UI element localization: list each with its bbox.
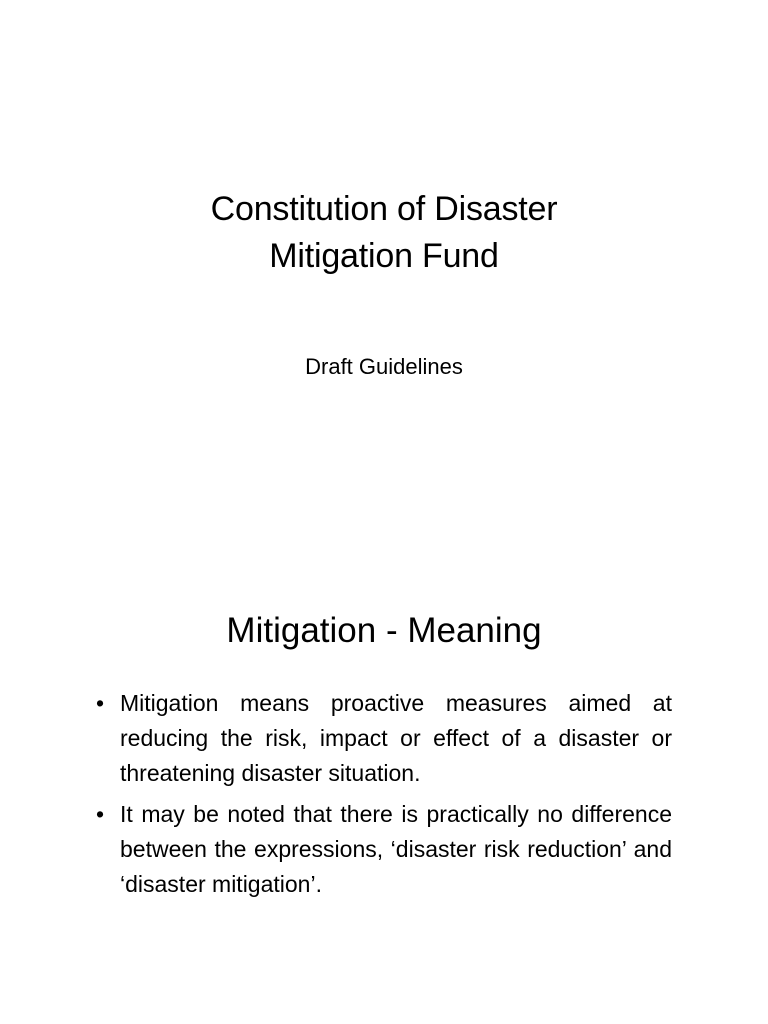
slide-2-title: Mitigation - Meaning — [226, 611, 542, 650]
bullet-item — [96, 686, 672, 791]
bullet-list — [96, 686, 672, 908]
slide-2 — [0, 512, 768, 1024]
bullet-dot-icon: • — [96, 801, 105, 827]
slide-1-subtitle: Draft Guidelines — [305, 354, 463, 379]
bullet-item — [96, 797, 672, 902]
bullet-text: Mitigation means proactive measures aimed at reducing the risk, impact or effect of a disaster or threatening disaster situation. — [120, 690, 672, 786]
slide-1-title-line-2: Mitigation Fund — [269, 237, 499, 275]
slide-1-title-line-1: Constitution of Disaster — [210, 190, 558, 228]
bullet-text: It may be noted that there is practically no difference between the expressions, ‘disaster risk reduction’ and ‘disaster mitigation’. — [120, 801, 672, 897]
slide-1-title — [84, 186, 684, 280]
bullet-dot-icon: • — [96, 690, 105, 716]
